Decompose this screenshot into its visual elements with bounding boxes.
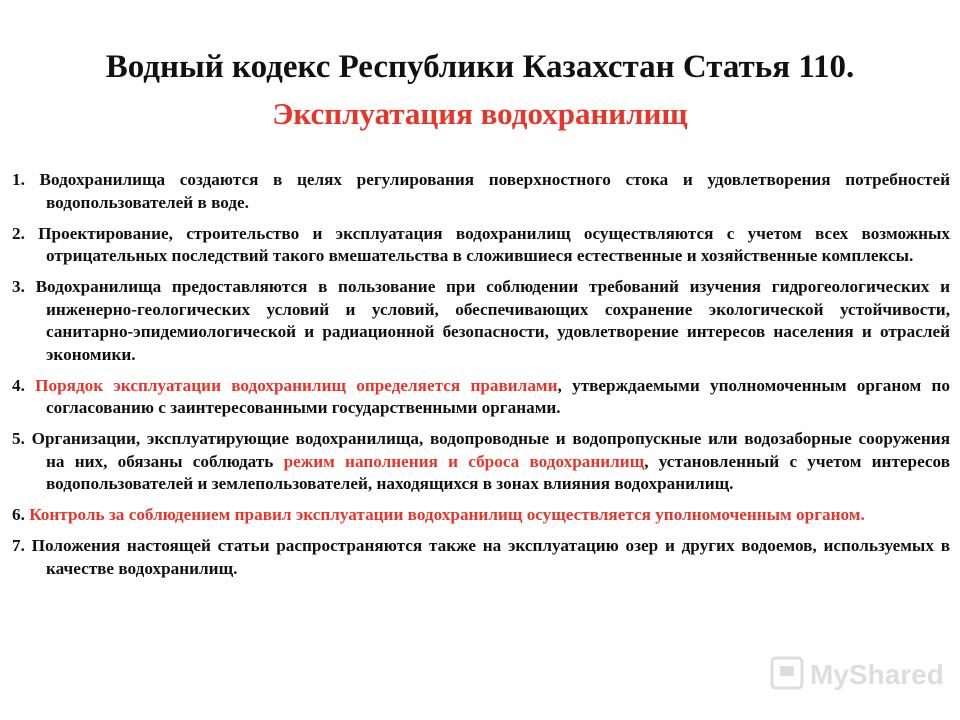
myshared-logo-icon bbox=[770, 650, 950, 696]
paragraph-3 bbox=[12, 276, 950, 366]
paragraph-7-text: 7. Положения настоящей статьи распространяются также на эксплуатацию озер и других водоемов, используемых в качестве водохранилищ. bbox=[12, 536, 950, 578]
paragraph-7 bbox=[12, 535, 950, 580]
paragraph-1 bbox=[12, 169, 950, 214]
paragraph-6-highlight: Контроль за соблюдением правил эксплуатации водохранилищ осуществляется уполномоченным органом. bbox=[29, 505, 865, 524]
paragraph-4-rest: , утверждаемыми уполномоченным органом по согласованию с заинтересованными государственными органами. bbox=[46, 375, 950, 417]
watermark-text: MyShared bbox=[810, 659, 944, 690]
paragraph-4 bbox=[12, 375, 950, 420]
paragraph-4-highlight: Порядок эксплуатации водохранилищ определяется правилами bbox=[35, 375, 558, 395]
paragraph-5-rest: , установленный с учетом интересов водопользователей и землепользователей, находящихся в зонах влияния водохранилищ. bbox=[46, 451, 950, 493]
paragraph-5-highlight: режим наполнения и сброса водохранилищ bbox=[283, 451, 645, 471]
paragraph-1-text: 1. Водохранилища создаются в целях регулирования поверхностного стока и удовлетворения потребностей водопользователей в воде. bbox=[12, 170, 950, 212]
paragraph-4-number: 4. bbox=[12, 375, 36, 395]
paragraph-5-start: 5. Организации, эксплуатирующие водохранилища, водопроводные и водопропускные или водозаборные сооружения на них, обязаны соблюдать bbox=[12, 429, 950, 471]
paragraph-3-text: 3. Водохранилища предоставляются в пользование при соблюдении требований изучения гидрогеологических и инженерно-геологических условий и условий, обеспечивающих сохранение экологической устойчивости, санитарно-эпидемиологической и радиационной безопасности, удовлетворение интересов населения и отраслей экономики. bbox=[12, 277, 950, 364]
paragraph-2 bbox=[12, 223, 950, 268]
paragraph-6 bbox=[12, 504, 950, 527]
paragraph-5 bbox=[12, 428, 950, 496]
paragraph-6-number: 6. bbox=[12, 505, 30, 524]
title-line1: Водный кодекс Республики Казахстан Статья 110. bbox=[105, 49, 855, 85]
article-body bbox=[12, 169, 950, 589]
paragraph-2-text: 2. Проектирование, строительство и эксплуатация водохранилищ осуществляются с учетом всех возможных отрицательных последствий такого вмешательства в сложившиеся естественные и хозяйственные комплексы. bbox=[12, 223, 950, 265]
title-line2: Эксплуатация водохранилищ bbox=[272, 96, 688, 131]
